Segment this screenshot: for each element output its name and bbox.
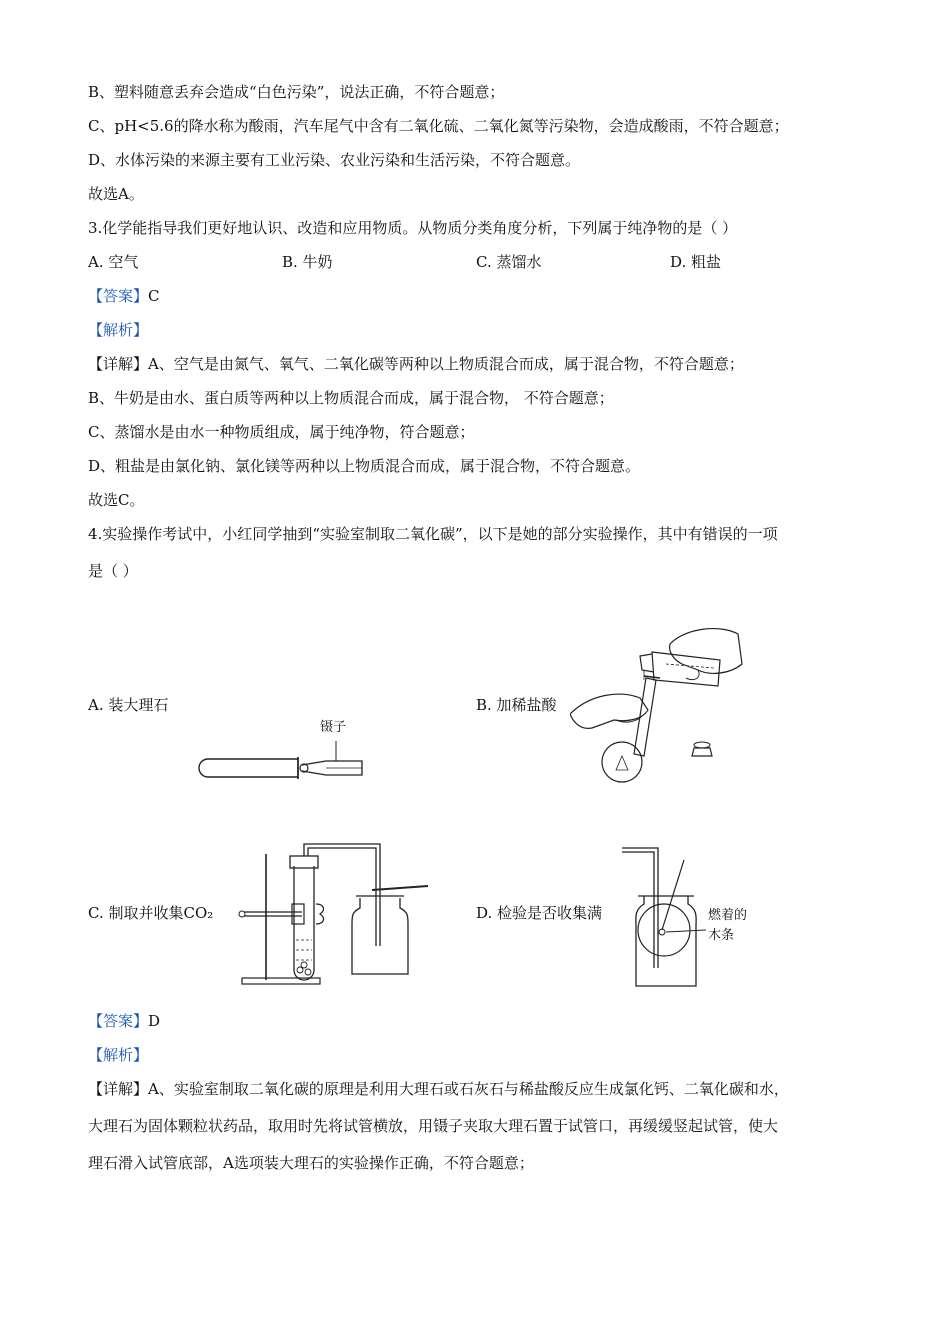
q4-detail-line-1 bbox=[88, 1079, 789, 1099]
q3-detail-line-4: D、粗盐是由氯化钠、氯化镁等两种以上物质混合而成，属于混合物，不符合题意。 bbox=[88, 457, 641, 475]
q4-detail-line-3: 理石滑入试管底部，A选项装大理石的实验操作正确，不符合题意； bbox=[88, 1154, 534, 1172]
q3-option-a: A. 空气 bbox=[88, 253, 139, 271]
q3-option-d: D. 粗盐 bbox=[670, 253, 722, 271]
figure-load-marble bbox=[186, 715, 376, 785]
answer-tag: 【答案】 bbox=[88, 1012, 149, 1030]
figure-check-if-full bbox=[616, 838, 716, 993]
burning-stick-label-1: 燃着的 bbox=[708, 908, 748, 923]
q3-option-b: B. 牛奶 bbox=[282, 253, 333, 271]
detail-text: A、空气是由氮气、氧气、二氧化碳等两种以上物质混合而成，属于混合物，不符合题意； bbox=[148, 355, 744, 373]
q3-detail-line-1 bbox=[88, 354, 744, 374]
text-line-d-water-pollution: D、水体污染的来源主要有工业污染、农业污染和生活污染，不符合题意。 bbox=[88, 151, 581, 169]
figure-make-and-collect-co2 bbox=[232, 838, 432, 993]
question-4-stem-line-1: 4.实验操作考试中，小红同学抽到“实验室制取二氧化碳”，以下是她的部分实验操作，其中有错误的一项 bbox=[88, 525, 778, 543]
q3-detail-line-2: B、牛奶是由水、蛋白质等两种以上物质混合而成，属于混合物， 不符合题意； bbox=[88, 389, 614, 407]
q3-option-c: C. 蒸馏水 bbox=[476, 253, 542, 271]
q3-detail-line-3: C、蒸馏水是由水一种物质组成，属于纯净物，符合题意； bbox=[88, 423, 475, 441]
question-4-stem-line-2: 是（ ） bbox=[88, 562, 138, 580]
q4-option-a: A. 装大理石 bbox=[88, 696, 169, 714]
q3-analysis-tag: 【解析】 bbox=[88, 321, 149, 339]
detail-text: A、实验室制取二氧化碳的原理是利用大理石或石灰石与稀盐酸反应生成氯化钙、二氧化碳和水， bbox=[148, 1080, 789, 1098]
detail-tag: 【详解】 bbox=[88, 1080, 149, 1098]
q4-option-d: D. 检验是否收集满 bbox=[476, 904, 603, 922]
question-3-stem: 3.化学能指导我们更好地认识、改造和应用物质。从物质分类角度分析，下列属于纯净物的是（ ） bbox=[88, 219, 738, 237]
q4-option-b: B. 加稀盐酸 bbox=[476, 696, 557, 714]
burning-stick-label-2: 木条 bbox=[708, 928, 735, 943]
text-line-choose-a: 故选A。 bbox=[88, 185, 144, 203]
q3-detail-line-5: 故选C。 bbox=[88, 491, 145, 509]
answer-value: C bbox=[148, 287, 160, 305]
q4-option-c: C. 制取并收集CO₂ bbox=[88, 904, 214, 922]
q4-detail-line-2: 大理石为固体颗粒状药品，取用时先将试管横放，用镊子夹取大理石置于试管口，再缓缓竖起试管，使大 bbox=[88, 1117, 779, 1135]
detail-tag: 【详解】 bbox=[88, 355, 149, 373]
figure-add-acid bbox=[570, 624, 770, 789]
q3-answer bbox=[88, 286, 160, 306]
q4-analysis-tag: 【解析】 bbox=[88, 1046, 149, 1064]
tweezers-label: 镊子 bbox=[320, 720, 347, 735]
q4-answer bbox=[88, 1011, 160, 1031]
answer-value: D bbox=[148, 1012, 161, 1030]
text-line-c-acid-rain: C、pH<5.6的降水称为酸雨，汽车尾气中含有二氧化硫、二氧化氮等污染物，会造成酸雨，不符合题意； bbox=[88, 117, 789, 135]
text-line-b-plastic: B、塑料随意丢弃会造成“白色污染”，说法正确，不符合题意； bbox=[88, 83, 505, 101]
answer-tag: 【答案】 bbox=[88, 287, 149, 305]
